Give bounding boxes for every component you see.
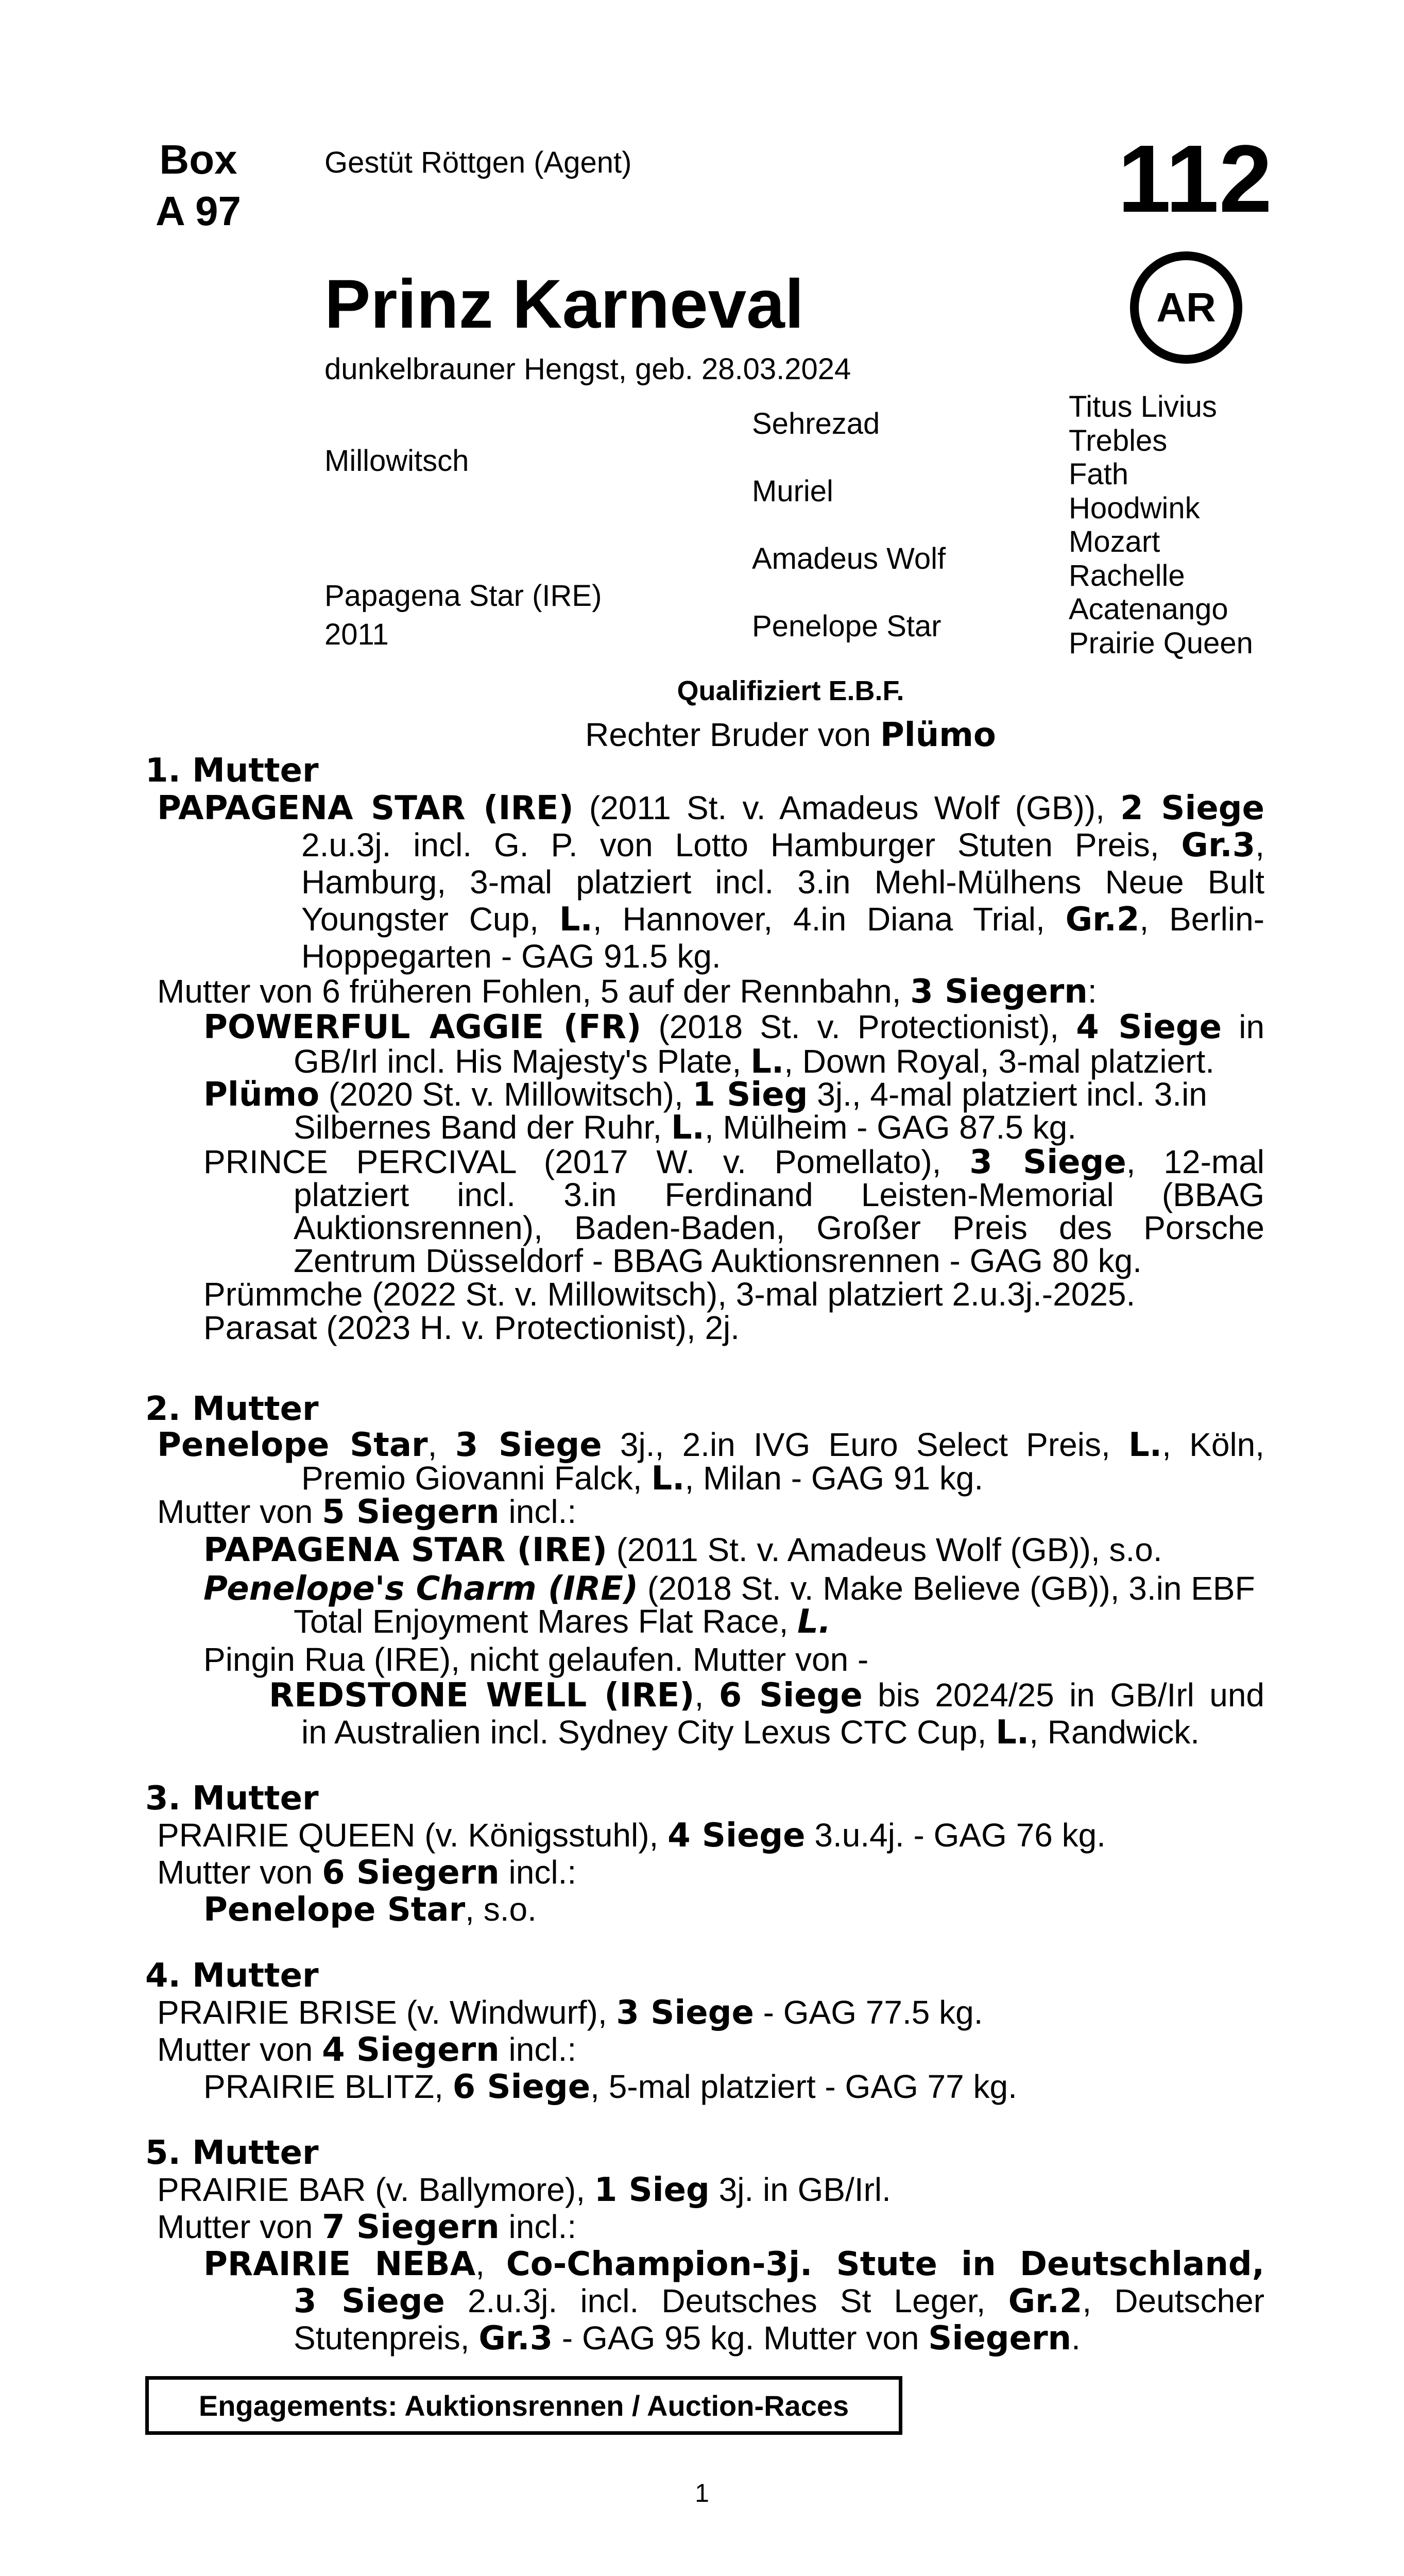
mutter2-line: PAPAGENA STAR (IRE) (2011 St. v. Amadeus Wolf (GB)), s.o. <box>203 1531 1162 1569</box>
mutter1-line: POWERFUL AGGIE (FR) (2018 St. v. Protectionist), 4 Siege in <box>203 1008 1265 1046</box>
mutter1-line: Hamburg, 3-mal platziert incl. 3.in Mehl-Mülhens Neue Bult <box>301 863 1264 901</box>
mutter2-line: in Australien incl. Sydney City Lexus CTC Cup, L., Randwick. <box>301 1714 1200 1752</box>
pedigree-grandparent: Amadeus Wolf <box>752 542 946 575</box>
mutter5-line: PRAIRIE NEBA, Co-Champion-3j. Stute in Deutschland, <box>203 2245 1264 2283</box>
mutter2-line: Mutter von 5 Siegern incl.: <box>157 1493 577 1531</box>
mutter2-line: REDSTONE WELL (IRE), 6 Siege bis 2024/25 in GB/Irl und <box>269 1676 1265 1715</box>
section-heading-mutter1: 1. Mutter <box>145 752 319 790</box>
mutter1-line: PAPAGENA STAR (IRE) (2011 St. v. Amadeus Wolf (GB)), 2 Siege <box>157 789 1265 827</box>
mutter2-line: Penelope's Charm (IRE) (2018 St. v. Make Believe (GB)), 3.in EBF <box>203 1570 1255 1608</box>
pedigree-great-grandparent: Hoodwink <box>1069 492 1200 525</box>
pedigree-great-grandparent: Prairie Queen <box>1069 626 1253 660</box>
box-label: Box <box>159 137 237 182</box>
ar-badge: AR <box>1130 251 1242 364</box>
mutter1-line: GB/Irl incl. His Majesty's Plate, L., Down Royal, 3-mal platziert. <box>294 1043 1215 1081</box>
section-heading-mutter3: 3. Mutter <box>145 1780 319 1818</box>
pedigree-great-grandparent: Trebles <box>1069 424 1168 457</box>
mutter1-line: Hoppegarten - GAG 91.5 kg. <box>301 938 721 975</box>
pedigree-great-grandparent: Titus Livius <box>1069 390 1217 423</box>
mutter3-line: Mutter von 6 Siegern incl.: <box>157 1854 577 1892</box>
mutter1-line: Plümo (2020 St. v. Millowitsch), 1 Sieg 3j., 4-mal platziert incl. 3.in <box>203 1076 1207 1114</box>
mutter1-line: Auktionsrennen), Baden-Baden, Großer Preis des Porsche <box>294 1209 1264 1246</box>
mutter2-line: Total Enjoyment Mares Flat Race, L. <box>294 1603 831 1641</box>
mutter5-line: Stutenpreis, Gr.3 - GAG 95 kg. Mutter von Siegern. <box>294 2319 1081 2358</box>
mutter4-line: Mutter von 4 Siegern incl.: <box>157 2031 577 2069</box>
brother-note: Rechter Bruder von Plümo <box>585 716 996 754</box>
pedigree-great-grandparent: Mozart <box>1069 525 1160 558</box>
qualification: Qualifiziert E.B.F. <box>677 675 904 706</box>
pedigree-dam-year: 2011 <box>324 618 389 651</box>
mutter1-line: Silbernes Band der Ruhr, L., Mülheim - GAG 87.5 kg. <box>294 1109 1076 1147</box>
mutter2-line: Penelope Star, 3 Siege 3j., 2.in IVG Euro Select Preis, L., Köln, <box>157 1426 1265 1464</box>
pedigree-grandparent: Penelope Star <box>752 609 941 643</box>
mutter1-line: Youngster Cup, L., Hannover, 4.in Diana Trial, Gr.2, Berlin- <box>301 901 1265 939</box>
mutter5-line: Mutter von 7 Siegern incl.: <box>157 2208 577 2246</box>
horse-name: Prinz Karneval <box>324 266 804 343</box>
box-number: A 97 <box>155 188 241 234</box>
pedigree-grandparent: Sehrezad <box>752 407 880 440</box>
mutter1-line: PRINCE PERCIVAL (2017 W. v. Pomellato), 3 Siege, 12-mal <box>203 1143 1265 1181</box>
pedigree-dam: Papagena Star (IRE) <box>324 579 602 613</box>
horse-description: dunkelbrauner Hengst, geb. 28.03.2024 <box>324 352 851 386</box>
engagements-box: Engagements: Auktionsrennen / Auction-Races <box>145 2376 902 2435</box>
pedigree-sire: Millowitsch <box>324 444 469 478</box>
pedigree-great-grandparent: Rachelle <box>1069 559 1185 592</box>
page-number: 1 <box>695 2479 709 2507</box>
mutter3-line: PRAIRIE QUEEN (v. Königsstuhl), 4 Siege 3.u.4j. - GAG 76 kg. <box>157 1817 1106 1855</box>
pedigree-grandparent: Muriel <box>752 474 833 508</box>
brother-name: Plümo <box>880 716 996 754</box>
mutter1-line: Parasat (2023 H. v. Protectionist), 2j. <box>203 1309 740 1346</box>
pedigree-great-grandparent: Fath <box>1069 457 1129 491</box>
mutter1-line: platziert incl. 3.in Ferdinand Leisten-Memorial (BBAG <box>294 1176 1264 1213</box>
mutter1-line: Prümmche (2022 St. v. Millowitsch), 3-mal platziert 2.u.3j.-2025. <box>203 1276 1136 1313</box>
pedigree-great-grandparent: Acatenango <box>1069 592 1228 626</box>
mutter4-line: PRAIRIE BLITZ, 6 Siege, 5-mal platziert - GAG 77 kg. <box>203 2068 1017 2106</box>
mutter3-line: Penelope Star, s.o. <box>203 1891 537 1929</box>
section-heading-mutter4: 4. Mutter <box>145 1957 319 1995</box>
section-heading-mutter2: 2. Mutter <box>145 1390 319 1428</box>
section-heading-mutter5: 5. Mutter <box>145 2134 319 2172</box>
mutter1-line: Zentrum Düsseldorf - BBAG Auktionsrennen - GAG 80 kg. <box>294 1242 1142 1279</box>
mutter5-line: PRAIRIE BAR (v. Ballymore), 1 Sieg 3j. in GB/Irl. <box>157 2171 891 2209</box>
mutter5-line: 3 Siege 2.u.3j. incl. Deutsches St Leger, Gr.2, Deutscher <box>294 2282 1265 2320</box>
mutter1-line: 2.u.3j. incl. G. P. von Lotto Hamburger Stuten Preis, Gr.3, <box>301 826 1264 865</box>
mutter1-line: Mutter von 6 früheren Fohlen, 5 auf der Rennbahn, 3 Siegern: <box>157 973 1097 1011</box>
agent-name: Gestüt Röttgen (Agent) <box>324 146 632 179</box>
mutter2-line: Pingin Rua (IRE), nicht gelaufen. Mutter von - <box>203 1641 869 1678</box>
mutter2-line: Premio Giovanni Falck, L., Milan - GAG 91 kg. <box>301 1460 984 1498</box>
lot-number: 112 <box>1118 126 1273 232</box>
mutter4-line: PRAIRIE BRISE (v. Windwurf), 3 Siege - GAG 77.5 kg. <box>157 1994 983 2032</box>
